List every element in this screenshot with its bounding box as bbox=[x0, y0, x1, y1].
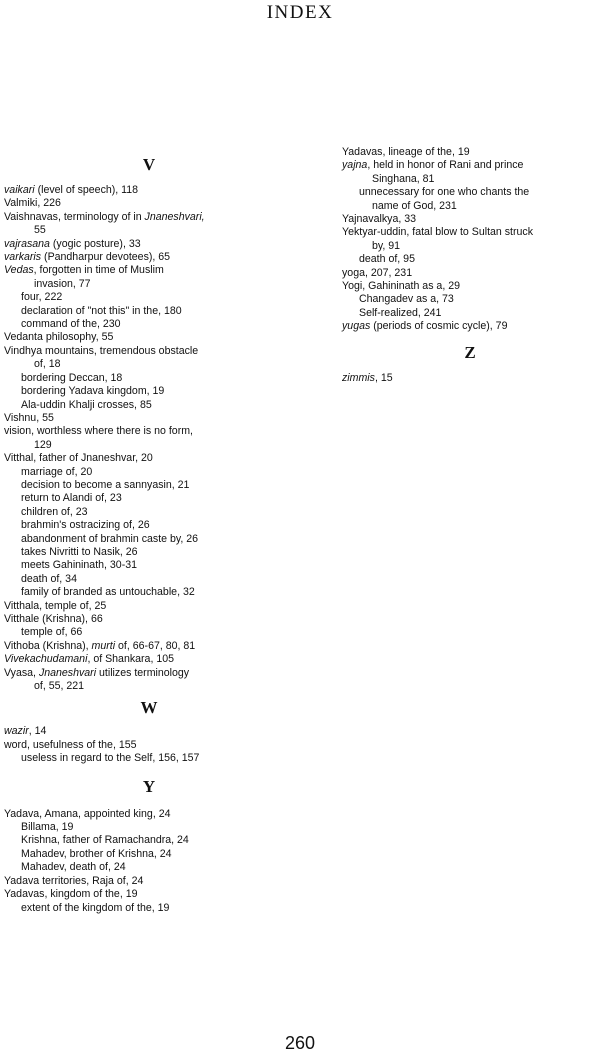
index-entry bbox=[342, 320, 598, 333]
entry-term-italic: vajrasana bbox=[4, 237, 50, 250]
entry-text: of, 66-67, 80, 81 bbox=[115, 639, 196, 652]
index-entry bbox=[4, 888, 294, 901]
index-entry bbox=[4, 211, 294, 224]
entry-text: (periods of cosmic cycle), 79 bbox=[370, 320, 508, 333]
index-entry bbox=[342, 293, 598, 306]
index-entry bbox=[4, 653, 294, 666]
index-entry bbox=[4, 640, 294, 653]
page-title: INDEX bbox=[266, 2, 334, 23]
index-entry bbox=[4, 197, 294, 210]
entry-text: return to Alandi of, 23 bbox=[21, 492, 122, 505]
index-entry bbox=[342, 159, 598, 172]
index-entry bbox=[4, 184, 294, 197]
index-entry bbox=[4, 466, 294, 479]
index-entry bbox=[342, 146, 598, 159]
section-letter: V bbox=[142, 155, 156, 174]
entry-text: takes Nivritti to Nasik, 26 bbox=[21, 545, 138, 558]
entry-term-italic: zimmis bbox=[342, 371, 375, 384]
entry-term-italic: Jnaneshvari, bbox=[144, 210, 205, 223]
index-entry bbox=[4, 861, 294, 874]
entry-text: Ala-uddin Khalji crosses, 85 bbox=[21, 398, 152, 411]
index-entry bbox=[4, 224, 294, 237]
entry-text: Yogi, Gahininath as a, 29 bbox=[342, 280, 460, 293]
index-entry bbox=[4, 626, 294, 639]
section-letter: Y bbox=[142, 776, 156, 796]
index-entry bbox=[4, 278, 294, 291]
index-entry bbox=[4, 559, 294, 572]
entry-text: Vithoba (Krishna), bbox=[4, 639, 92, 652]
entry-text: (yogic posture), 33 bbox=[49, 237, 141, 250]
entry-text: Vaishnavas, terminology of in bbox=[4, 210, 145, 223]
entry-text: Yajnavalkya, 33 bbox=[342, 213, 417, 226]
entry-term-italic: yajna bbox=[342, 159, 368, 172]
entry-text: Yektyar-uddin, fatal blow to Sultan struck bbox=[342, 226, 533, 239]
entry-text: Mahadev, death of, 24 bbox=[21, 861, 126, 874]
index-entry bbox=[4, 834, 294, 847]
index-entry bbox=[4, 399, 294, 412]
index-entry bbox=[4, 573, 294, 586]
page-number: 260 bbox=[284, 1033, 316, 1053]
index-entry bbox=[4, 506, 294, 519]
entry-text: decision to become a sannyasin, 21 bbox=[21, 478, 190, 491]
index-entry bbox=[4, 291, 294, 304]
entry-text: word, usefulness of the, 155 bbox=[4, 738, 137, 751]
index-entry bbox=[4, 358, 294, 371]
entry-text: 129 bbox=[34, 438, 52, 451]
entry-text: Vedanta philosophy, 55 bbox=[4, 331, 114, 344]
index-entry bbox=[4, 613, 294, 626]
entry-text: unnecessary for one who chants the bbox=[359, 186, 530, 199]
entry-text: , 14 bbox=[28, 725, 47, 738]
entry-text: Vitthale (Krishna), 66 bbox=[4, 613, 103, 625]
index-entry bbox=[342, 307, 598, 320]
index-entry bbox=[4, 492, 294, 505]
entry-text: of, 18 bbox=[34, 358, 61, 371]
entry-text: abandonment of brahmin caste by, 26 bbox=[21, 532, 199, 545]
index-entry bbox=[342, 200, 598, 213]
index-entry bbox=[4, 251, 294, 264]
index-entry bbox=[342, 213, 598, 226]
index-entry bbox=[4, 439, 294, 452]
index-entry bbox=[342, 226, 598, 239]
index-entry bbox=[342, 253, 598, 266]
entry-text: Yadava territories, Raja of, 24 bbox=[4, 874, 144, 887]
index-entry bbox=[4, 425, 294, 438]
index-entry bbox=[4, 305, 294, 318]
entry-text: command of the, 230 bbox=[21, 318, 121, 331]
entry-text: children of, 23 bbox=[21, 505, 88, 518]
entry-text: marriage of, 20 bbox=[21, 465, 93, 478]
index-entry bbox=[4, 586, 294, 599]
entry-text: death of, 34 bbox=[21, 572, 77, 585]
section-letter: Z bbox=[464, 342, 476, 362]
entry-text: , 15 bbox=[374, 371, 393, 384]
entry-text: Yadavas, lineage of the, 19 bbox=[342, 146, 470, 158]
index-entry bbox=[342, 267, 598, 280]
entry-term-italic: Vivekachudamani bbox=[4, 653, 88, 666]
index-entry bbox=[4, 725, 294, 738]
entry-text: meets Gahininath, 30-31 bbox=[21, 559, 138, 572]
entry-text: Mahadev, brother of Krishna, 24 bbox=[21, 847, 172, 860]
index-entry bbox=[4, 821, 294, 834]
entry-term-italic: yugas bbox=[342, 320, 371, 333]
entry-text: vision, worthless where there is no form, bbox=[4, 425, 193, 438]
index-entry bbox=[4, 680, 294, 693]
index-entry bbox=[4, 412, 294, 425]
index-entry bbox=[4, 739, 294, 752]
entry-term-italic: murti bbox=[91, 639, 116, 652]
index-entry bbox=[342, 280, 598, 293]
entry-text: (level of speech), 118 bbox=[34, 184, 139, 196]
entry-text: Yadavas, kingdom of the, 19 bbox=[4, 888, 138, 901]
index-entry bbox=[4, 372, 294, 385]
entry-text: declaration of "not this" in the, 180 bbox=[21, 304, 182, 317]
entry-text: of, 55, 221 bbox=[34, 680, 85, 693]
index-entry bbox=[4, 533, 294, 546]
entry-text: , of Shankara, 105 bbox=[87, 653, 175, 666]
index-entry bbox=[4, 238, 294, 251]
entry-text: Vitthala, temple of, 25 bbox=[4, 599, 107, 612]
entry-text: (Pandharpur devotees), 65 bbox=[41, 251, 171, 264]
entry-text: bordering Yadava kingdom, 19 bbox=[21, 385, 165, 398]
entry-text: , held in honor of Rani and prince bbox=[367, 159, 524, 172]
entry-text: family of branded as untouchable, 32 bbox=[21, 586, 195, 599]
index-entry bbox=[4, 600, 294, 613]
index-entry bbox=[342, 186, 598, 199]
entry-term-italic: Jnaneshvari bbox=[38, 666, 97, 679]
entry-text: Billama, 19 bbox=[21, 821, 74, 834]
entry-term-italic: wazir bbox=[4, 725, 29, 738]
entry-term-italic: vaikari bbox=[4, 184, 35, 196]
entry-text: Vyasa, bbox=[4, 666, 39, 679]
entry-text: death of, 95 bbox=[359, 253, 415, 266]
index-entry bbox=[342, 173, 598, 186]
entry-text: useless in regard to the Self, 156, 157 bbox=[21, 752, 200, 765]
entry-text: bordering Deccan, 18 bbox=[21, 371, 123, 384]
entry-text: four, 222 bbox=[21, 291, 63, 304]
index-entry bbox=[342, 240, 598, 253]
index-entry bbox=[4, 848, 294, 861]
index-entry bbox=[4, 519, 294, 532]
entry-text: Krishna, father of Ramachandra, 24 bbox=[21, 834, 189, 847]
index-entry bbox=[4, 808, 294, 821]
index-entry bbox=[4, 875, 294, 888]
entry-text: Vindhya mountains, tremendous obstacle bbox=[4, 344, 199, 357]
index-entry bbox=[342, 372, 598, 385]
index-entry bbox=[4, 264, 294, 277]
entry-text: utilizes terminology bbox=[96, 666, 190, 679]
entry-text: 55 bbox=[34, 224, 46, 237]
section-letter: W bbox=[140, 698, 158, 718]
entry-text: Valmiki, 226 bbox=[4, 197, 61, 210]
index-entry bbox=[4, 752, 294, 765]
index-entry bbox=[4, 345, 294, 358]
index-column-left bbox=[4, 146, 294, 915]
entry-text: Yadava, Amana, appointed king, 24 bbox=[4, 807, 171, 820]
index-entry bbox=[4, 902, 294, 915]
entry-text: brahmin's ostracizing of, 26 bbox=[21, 519, 150, 532]
entry-text: Vishnu, 55 bbox=[4, 411, 54, 424]
index-entry bbox=[4, 331, 294, 344]
entry-text: Changadev as a, 73 bbox=[359, 293, 454, 306]
index-entry bbox=[4, 385, 294, 398]
index-entry bbox=[4, 546, 294, 559]
entry-text: extent of the kingdom of the, 19 bbox=[21, 901, 170, 914]
entry-text: Vitthal, father of Jnaneshvar, 20 bbox=[4, 452, 153, 465]
entry-text: , forgotten in time of Muslim bbox=[33, 264, 164, 277]
index-column-right bbox=[342, 146, 598, 385]
index-entry bbox=[4, 452, 294, 465]
entry-text: Singhana, 81 bbox=[372, 172, 435, 185]
index-entry bbox=[4, 667, 294, 680]
index-entry bbox=[4, 318, 294, 331]
entry-text: Self-realized, 241 bbox=[359, 306, 442, 319]
entry-text: yoga, 207, 231 bbox=[342, 266, 413, 279]
entry-text: by, 91 bbox=[372, 239, 401, 252]
entry-text: invasion, 77 bbox=[34, 277, 91, 290]
entry-text: name of God, 231 bbox=[372, 199, 457, 212]
entry-term-italic: Vedas bbox=[4, 264, 34, 277]
entry-text: temple of, 66 bbox=[21, 626, 83, 639]
entry-term-italic: varkaris bbox=[4, 251, 42, 264]
index-entry bbox=[4, 479, 294, 492]
